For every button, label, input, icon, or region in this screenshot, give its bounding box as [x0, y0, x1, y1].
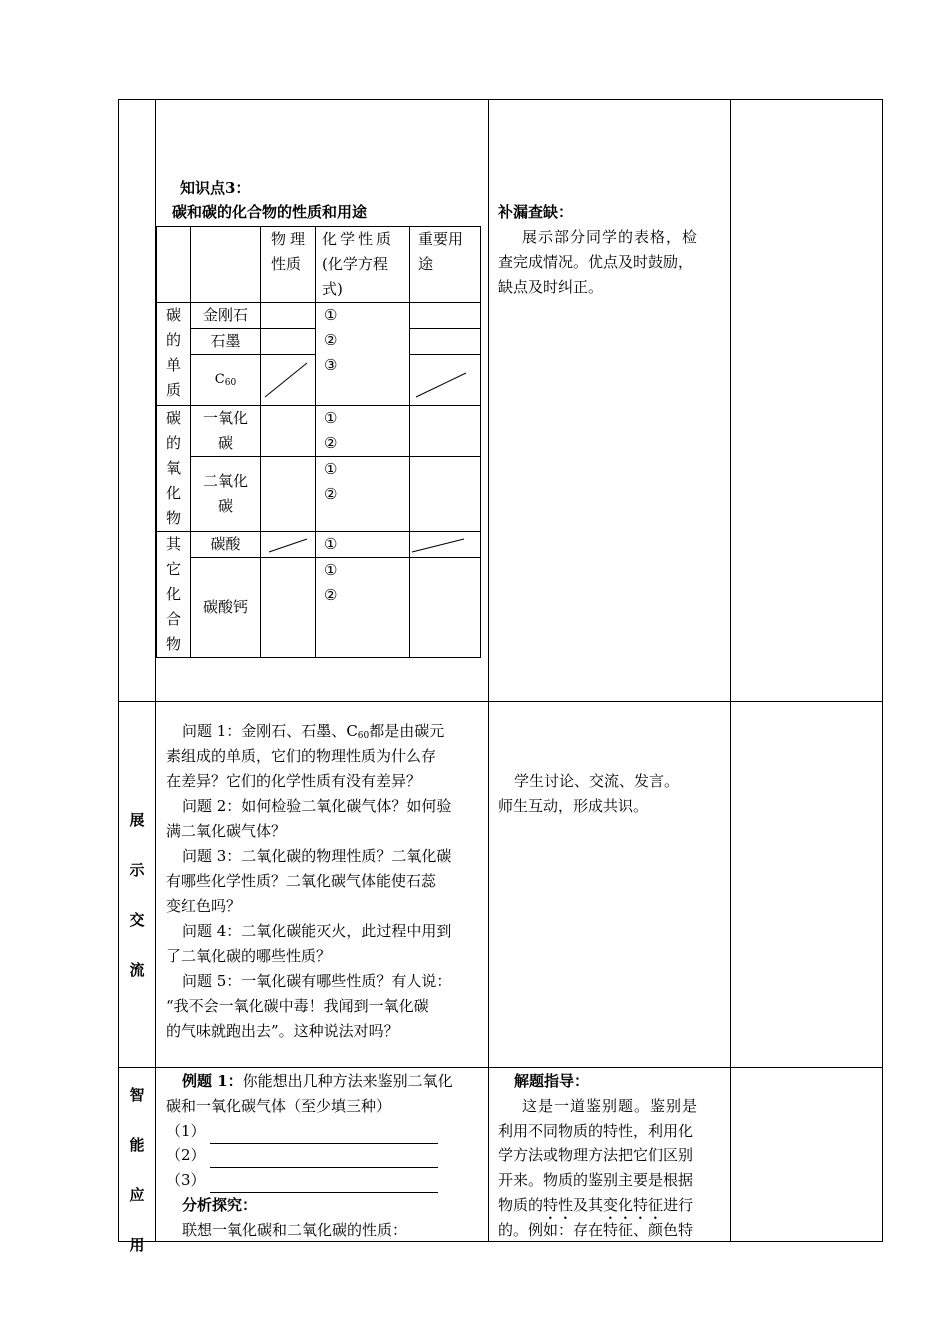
discussion-line-1: 学生讨论、交流、发言。: [514, 772, 680, 790]
review-title: 补漏查缺：: [498, 203, 574, 221]
answer-input-3[interactable]: [210, 1174, 438, 1193]
question-2-line-1: 问题 2：如何检验二氧化碳气体？如何验: [182, 797, 452, 815]
answer-input-2[interactable]: [210, 1149, 438, 1168]
question-1-line-3: 在差异？它们的化学性质有没有差异？: [166, 772, 422, 790]
carbonic-acid-physical-slash-cell: [261, 532, 316, 558]
example-1-line-1: 例题 1：你能想出几种方法来鉴别二氧化: [182, 1072, 453, 1090]
co-chemical-cell: ① ②: [316, 406, 410, 457]
row-diamond: 金刚石: [191, 303, 261, 329]
header-chemical: 化学性质 (化学方程 式): [316, 227, 410, 303]
question-1-line-2: 素组成的单质，它们的物理性质为什么存: [166, 747, 437, 765]
guidance-line-6: 的。例如：存在特征、颜色特: [498, 1221, 694, 1239]
guidance-line-4: 开来。物质的鉴别主要是根据: [498, 1171, 694, 1189]
graphite-use-cell: [410, 329, 481, 355]
diamond-physical-cell: [261, 303, 316, 329]
question-5-line-3: 的气味就跑出去”。这种说法对吗？: [166, 1022, 399, 1040]
row-co2: 二氧化 碳: [191, 457, 261, 532]
guidance-line-1: 这是一道鉴别题。鉴别是: [522, 1097, 699, 1115]
row-c60: $C_{60}$: [191, 355, 261, 406]
graphite-physical-cell: [261, 329, 316, 355]
c60-use-slash-cell: [410, 355, 481, 406]
col-divider-2: [488, 99, 489, 1242]
row-divider-2: [118, 1067, 883, 1068]
question-4-line-2: 了二氧化碳的哪些性质？: [166, 947, 332, 965]
discussion-line-2: 师生互动，形成共识。: [498, 797, 649, 815]
row-divider-1: [118, 701, 883, 702]
co2-use-cell: [410, 457, 481, 532]
header-name-blank: [191, 227, 261, 303]
group-label-other: 其 它 化 合 物: [157, 532, 191, 658]
caco3-use-cell: [410, 558, 481, 658]
analysis-text: 联想一氧化碳和二氧化碳的性质：: [182, 1221, 408, 1239]
row-caco3: 碳酸钙: [191, 558, 261, 658]
guidance-title: 解题指导：: [514, 1072, 590, 1090]
review-line-3: 缺点及时纠正。: [498, 278, 604, 296]
caco3-chemical-cell: ① ②: [316, 558, 410, 658]
answer-blank-1: （1）: [166, 1119, 438, 1144]
question-3-line-3: 变红色吗？: [166, 897, 242, 915]
slash-mark: [410, 532, 481, 556]
answer-input-1[interactable]: [210, 1125, 438, 1144]
slash-mark: [261, 532, 316, 556]
caco3-physical-cell: [261, 558, 316, 658]
co2-chemical-cell: ① ②: [316, 457, 410, 532]
answer-blank-3: （3）: [166, 1168, 438, 1193]
question-4-line-1: 问题 4：二氧化碳能灭火，此过程中用到: [182, 922, 452, 940]
review-line-2: 查完成情况。优点及时鼓励，: [498, 253, 694, 271]
co2-physical-cell: [261, 457, 316, 532]
question-3-line-1: 问题 3：二氧化碳的物理性质？二氧化碳: [182, 847, 452, 865]
diamond-use-cell: [410, 303, 481, 329]
question-5-line-2: “我不会一氧化碳中毒！我闻到一氧化碳: [166, 997, 429, 1015]
co-physical-cell: [261, 406, 316, 457]
example-1-line-2: 碳和一氧化碳气体（至少填三种）: [166, 1097, 392, 1115]
section-label-showcase: 展 示 交 流: [129, 811, 145, 979]
carbonic-acid-chemical-cell: ①: [316, 532, 410, 558]
answer-blank-2: （2）: [166, 1143, 438, 1168]
question-1-line-1: 问题 1：金刚石、石墨、$C_{60}$都是由碳元: [182, 722, 445, 741]
co-use-cell: [410, 406, 481, 457]
header-use: 重要用 途: [410, 227, 481, 303]
elements-chemical-cell: ① ② ③: [316, 303, 410, 406]
slash-mark: [261, 355, 316, 405]
section-label-application: 智 能 应 用: [129, 1086, 145, 1254]
slash-mark: [410, 355, 481, 405]
group-label-elements: 碳 的 单 质: [157, 303, 191, 406]
row-co: 一氧化 碳: [191, 406, 261, 457]
question-5-line-1: 问题 5：一氧化碳有哪些性质？有人说：: [182, 972, 452, 990]
c60-physical-slash-cell: [261, 355, 316, 406]
col-divider-3: [730, 99, 731, 1242]
row-graphite: 石墨: [191, 329, 261, 355]
analysis-title: 分析探究：: [182, 1196, 258, 1214]
question-3-line-2: 有哪些化学性质？二氧化碳气体能使石蕊: [166, 872, 437, 890]
guidance-line-3: 学方法或物理方法把它们区别: [498, 1146, 694, 1164]
header-physical: 物理 性质: [261, 227, 316, 303]
carbonic-acid-use-slash-cell: [410, 532, 481, 558]
row-carbonic-acid: 碳酸: [191, 532, 261, 558]
group-label-oxides: 碳 的 氧 化 物: [157, 406, 191, 532]
knowledge-point-subheading: 碳和碳的化合物的性质和用途: [172, 203, 368, 221]
knowledge-point-heading: 知识点3：: [180, 179, 251, 197]
review-line-1: 展示部分同学的表格，检: [522, 228, 699, 246]
header-group-blank: [157, 227, 191, 303]
question-2-line-2: 满二氧化碳气体？: [166, 822, 287, 840]
properties-table: [156, 226, 481, 658]
guidance-line-5: 物质的特性及其变化特征进行: [498, 1196, 694, 1214]
guidance-line-2: 利用不同物质的特性，利用化: [498, 1122, 694, 1140]
